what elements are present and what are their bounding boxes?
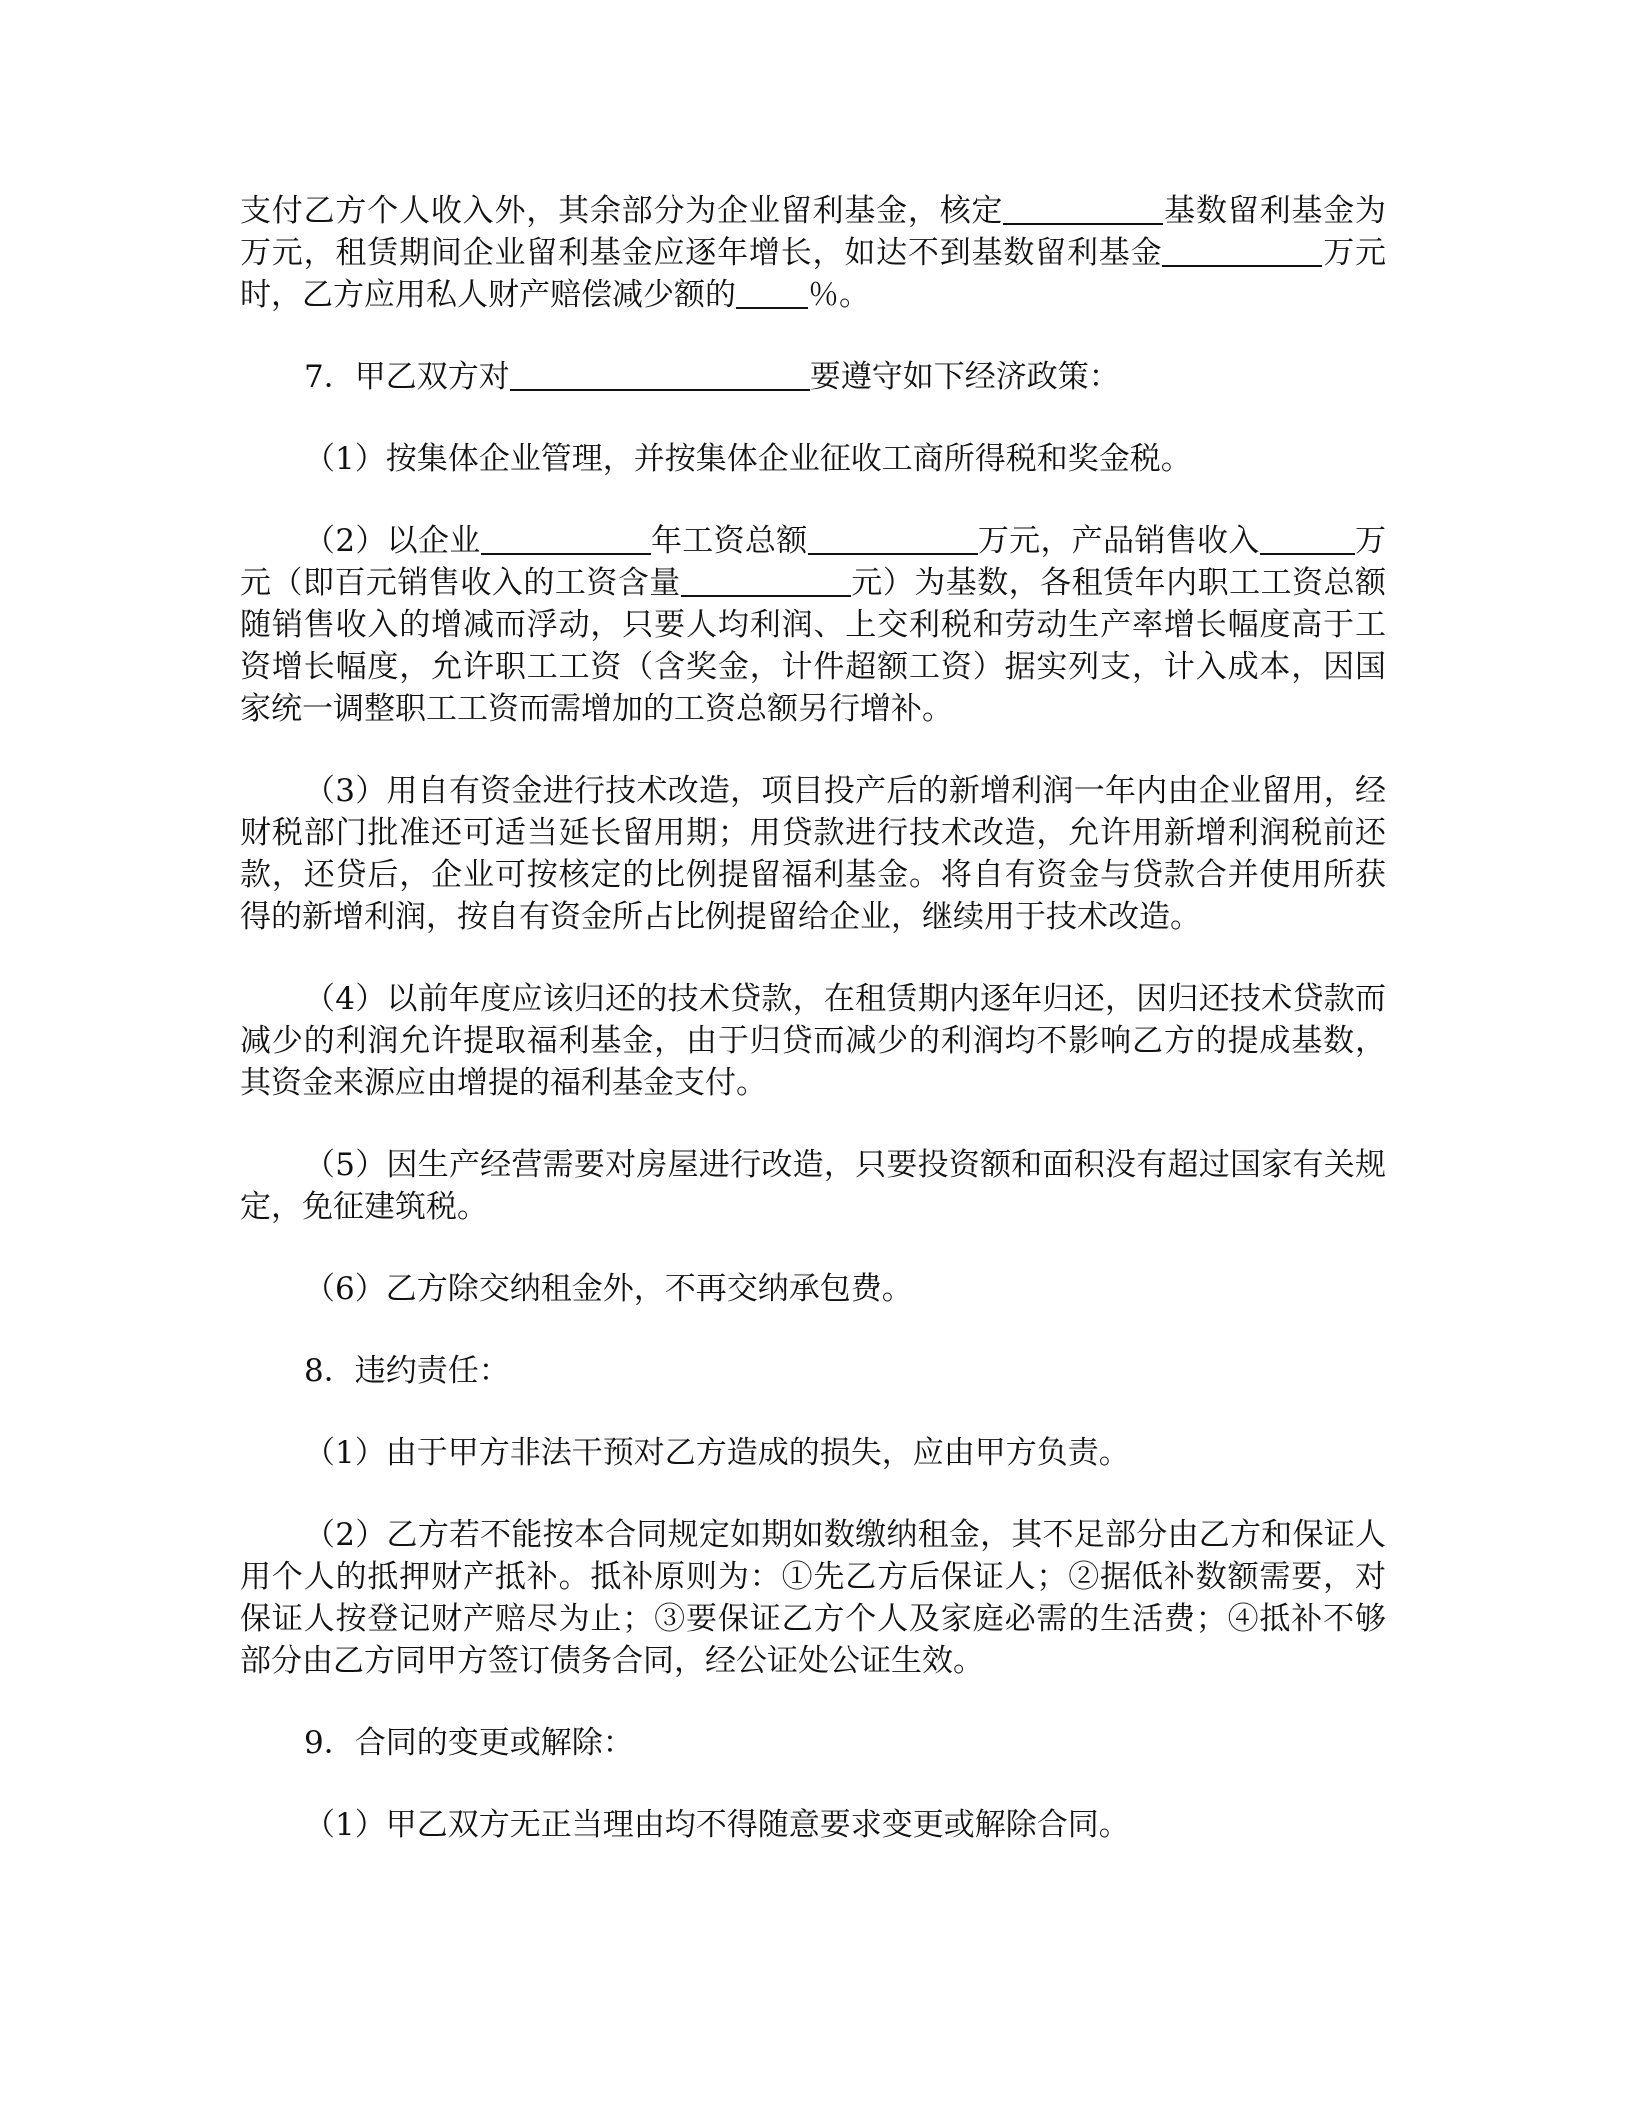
clause-7-item-3: （3）用自有资金进行技术改造，项目投产后的新增利润一年内由企业留用，经财税部门批准还可适当延长留用期；用贷款进行技术改造，允许用新增利润税前还款，还贷后，企业可按核定的比例提留福利基金。将自有资金与贷款合并使用所获得的新增利润，按自有资金所占比例提留给企业，继续用于技术改造。 [240, 773, 1386, 935]
clause-7-heading [240, 356, 1386, 398]
clause-7-item-6: （6）乙方除交纳租金外，不再交纳承包费。 [304, 1271, 913, 1307]
text-segment: （2）以企业 [304, 523, 481, 559]
clause-7-item-1: （1）按集体企业管理，并按集体企业征收工商所得税和奖金税。 [304, 441, 1192, 477]
clause-8-item-1: （1）由于甲方非法干预对乙方造成的损失，应由甲方负责。 [304, 1435, 1130, 1471]
fill-in-blank[interactable] [1162, 235, 1322, 267]
text-segment: ％。 [808, 277, 870, 313]
fill-in-blank[interactable] [681, 565, 851, 597]
clause-8-item-2: （2）乙方若不能按本合同规定如期如数缴纳租金，其不足部分由乙方和保证人用个人的抵押财产抵补。抵补原则为：①先乙方后保证人；②据低补数额需要，对保证人按登记财产赔尽为止；③要保证乙方个人及家庭必需的生活费；④抵补不够部分由乙方同甲方签订债务合同，经公证处公证生效。 [240, 1517, 1386, 1679]
text-segment: 基数留利基金为万元，租赁期间企业留利基金应逐年增长，如达不到基数留利基金 [240, 193, 1387, 271]
document-page [240, 190, 1386, 1846]
clause-7-item-4: （4）以前年度应该归还的技术贷款，在租赁期内逐年归还，因归还技术贷款而减少的利润允许提取福利基金，由于归贷而减少的利润均不影响乙方的提成基数，其资金来源应由增提的福利基金支付。 [240, 981, 1386, 1101]
clause-9-heading: 9．合同的变更或解除： [304, 1725, 634, 1761]
clause-9-item-1: （1）甲乙双方无正当理由均不得随意要求变更或解除合同。 [304, 1807, 1130, 1843]
clause-7-item-5: （5）因生产经营需要对房屋进行改造，只要投资额和面积没有超过国家有关规定，免征建筑税。 [240, 1147, 1386, 1225]
fill-in-blank[interactable] [481, 523, 651, 555]
text-segment: 万元时，乙方应用私人财产赔偿减少额的 [240, 235, 1387, 313]
text-segment: 万元，产品销售收入 [977, 523, 1260, 559]
clause-7-item-2 [240, 520, 1386, 730]
text-segment: 元）为基数，各租赁年内职工工资总额随销售收入的增减而浮动，只要人均利润、上交利税和劳动生产率增长幅度高于工资增长幅度，允许职工工资（含奖金，计件超额工资）据实列支，计入成本，因国家统一调整职工工资而需增加的工资总额另行增补。 [240, 565, 1387, 727]
fill-in-blank[interactable] [1003, 193, 1163, 225]
paragraph-retained-profit-fund [240, 190, 1386, 316]
text-segment: 年工资总额 [650, 523, 808, 559]
text-segment: 7．甲乙双方对 [304, 359, 510, 395]
fill-in-blank[interactable] [1260, 523, 1355, 555]
clause-8-heading: 8．违约责任： [304, 1353, 510, 1389]
fill-in-blank[interactable] [736, 277, 808, 309]
fill-in-blank[interactable] [510, 359, 810, 391]
text-segment: 要遵守如下经济政策： [809, 359, 1120, 395]
text-segment: 支付乙方个人收入外，其余部分为企业留利基金，核定 [240, 193, 1004, 229]
text-segment: 万元（即百元销售收入的工资含量 [240, 523, 1387, 601]
fill-in-blank[interactable] [808, 523, 978, 555]
